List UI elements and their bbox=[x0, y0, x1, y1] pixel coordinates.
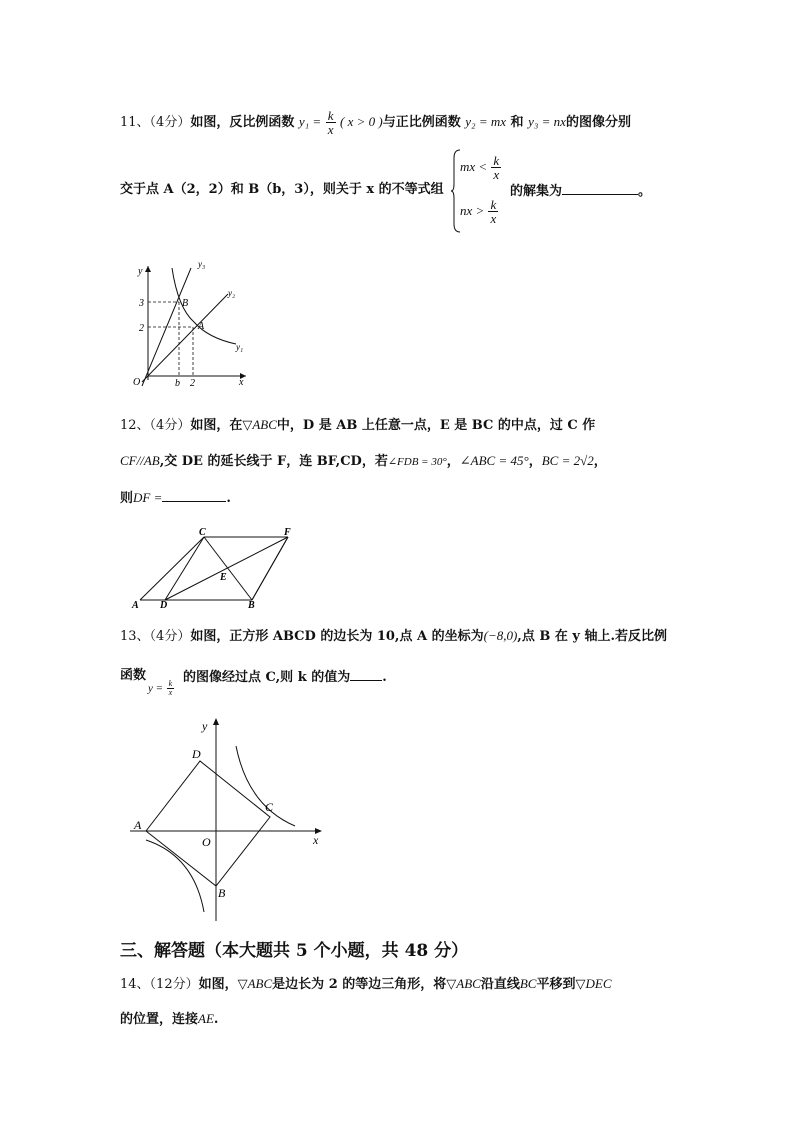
q12-line1: 12、（4分）如图，在▽ABC中，D 是 AB 上任意一点，E 是 BC 的中点，过 C 作 bbox=[120, 417, 596, 433]
q11-point-B: B bbox=[182, 298, 189, 309]
q11-label-y1: y₁ bbox=[236, 342, 244, 352]
q11-tick-2x: 2 bbox=[190, 378, 195, 389]
q11-label-y2: y₂ bbox=[228, 288, 236, 298]
q14-number: 14、（12分） bbox=[120, 977, 199, 992]
q11-ineq1: mx < $\frac{k}{x}$ bbox=[460, 153, 500, 182]
q11-tick-3: 3 bbox=[139, 298, 144, 309]
q12-point-F: F bbox=[284, 527, 291, 538]
q13-curve-lower bbox=[146, 840, 204, 912]
q13-point-D: D bbox=[192, 747, 201, 761]
q11-line2: 交于点 A（2，2）和 B（b，3），则关于 x 的不等式组 bbox=[120, 182, 444, 197]
q11-domain: ( x > 0 ) bbox=[340, 114, 383, 129]
q14-line2: 的位置，连接AE. bbox=[120, 1011, 219, 1027]
q12-point-E: E bbox=[220, 572, 227, 583]
q12-point-B: B bbox=[248, 600, 255, 611]
q11-y1: y₁ = bbox=[298, 114, 322, 129]
q11-figure bbox=[128, 258, 253, 388]
q11-answer-line: 的解集为 。 bbox=[510, 184, 652, 199]
q13-function: y = $\frac{k}{x}$ bbox=[148, 679, 173, 697]
q12-number: 12、（4分） bbox=[120, 418, 191, 433]
q12-line3: 则DF = . bbox=[120, 490, 231, 506]
q13-point-A: A bbox=[134, 818, 142, 832]
q13-label-x: x bbox=[313, 833, 319, 847]
q13-line2: 函数 bbox=[120, 668, 147, 683]
section-3-title: 三、解答题（本大题共 5 个小题，共 48 分） bbox=[120, 941, 469, 961]
q11-fraction-k-x: $\frac{k}{x}$ bbox=[327, 108, 334, 137]
q12-answer-blank[interactable] bbox=[162, 489, 226, 502]
q13-number: 13、（4分） bbox=[120, 629, 191, 644]
q12-point-D: D bbox=[160, 600, 168, 611]
q12-point-A: A bbox=[132, 600, 139, 611]
q13-answer-line: 的图像经过点 C,则 k 的值为 . bbox=[183, 670, 387, 685]
q11-ineq2: nx > $\frac{k}{x}$ bbox=[460, 197, 497, 226]
q11-origin-label: O bbox=[133, 377, 141, 388]
q11-number: 11、（4分） bbox=[120, 115, 191, 130]
q13-label-y: y bbox=[202, 719, 208, 733]
q11-y2: y₂ = mx bbox=[465, 114, 507, 129]
q13-point-B: B bbox=[218, 886, 226, 900]
q11-y3: y₃ = nx bbox=[528, 114, 566, 129]
q12-figure bbox=[128, 528, 303, 610]
q12-point-C: C bbox=[199, 527, 206, 538]
q11-y-axis-label: y bbox=[138, 266, 143, 277]
q11-answer-blank[interactable] bbox=[562, 182, 638, 195]
q11-label-y3: y₃ bbox=[198, 259, 206, 269]
q12-line2: CF//AB,交 DE 的延长线于 F，连 BF,CD，若∠FDB = 30°，∠ABC = 45°，BC = 2√2， bbox=[120, 453, 607, 469]
q13-origin: O bbox=[202, 835, 211, 849]
q13-line1: 13、（4分）如图，正方形 ABCD 的边长为 10,点 A 的坐标为(−8,0),点 B 在 y 轴上.若反比例 bbox=[120, 628, 667, 644]
q11-x-axis-label: x bbox=[239, 377, 244, 388]
q11-tick-2: 2 bbox=[139, 323, 144, 334]
q13-figure bbox=[130, 716, 330, 926]
q11-point-A: A bbox=[198, 321, 205, 332]
q13-point-C: C bbox=[265, 800, 274, 814]
q11-tick-b: b bbox=[175, 378, 180, 389]
q11-line1: 11、（4分）如图，反比例函数 y₁ = $\frac{k}{x}$ ( x > 0 )与正比例函数 y₂ = mx 和 y₃ = nx的图像分别 bbox=[120, 108, 631, 137]
q14-line1: 14、（12分）如图，▽ABC是边长为 2 的等边三角形，将▽ABC沿直线BC平移到▽DEC bbox=[120, 976, 612, 992]
q13-answer-blank[interactable] bbox=[350, 668, 382, 681]
